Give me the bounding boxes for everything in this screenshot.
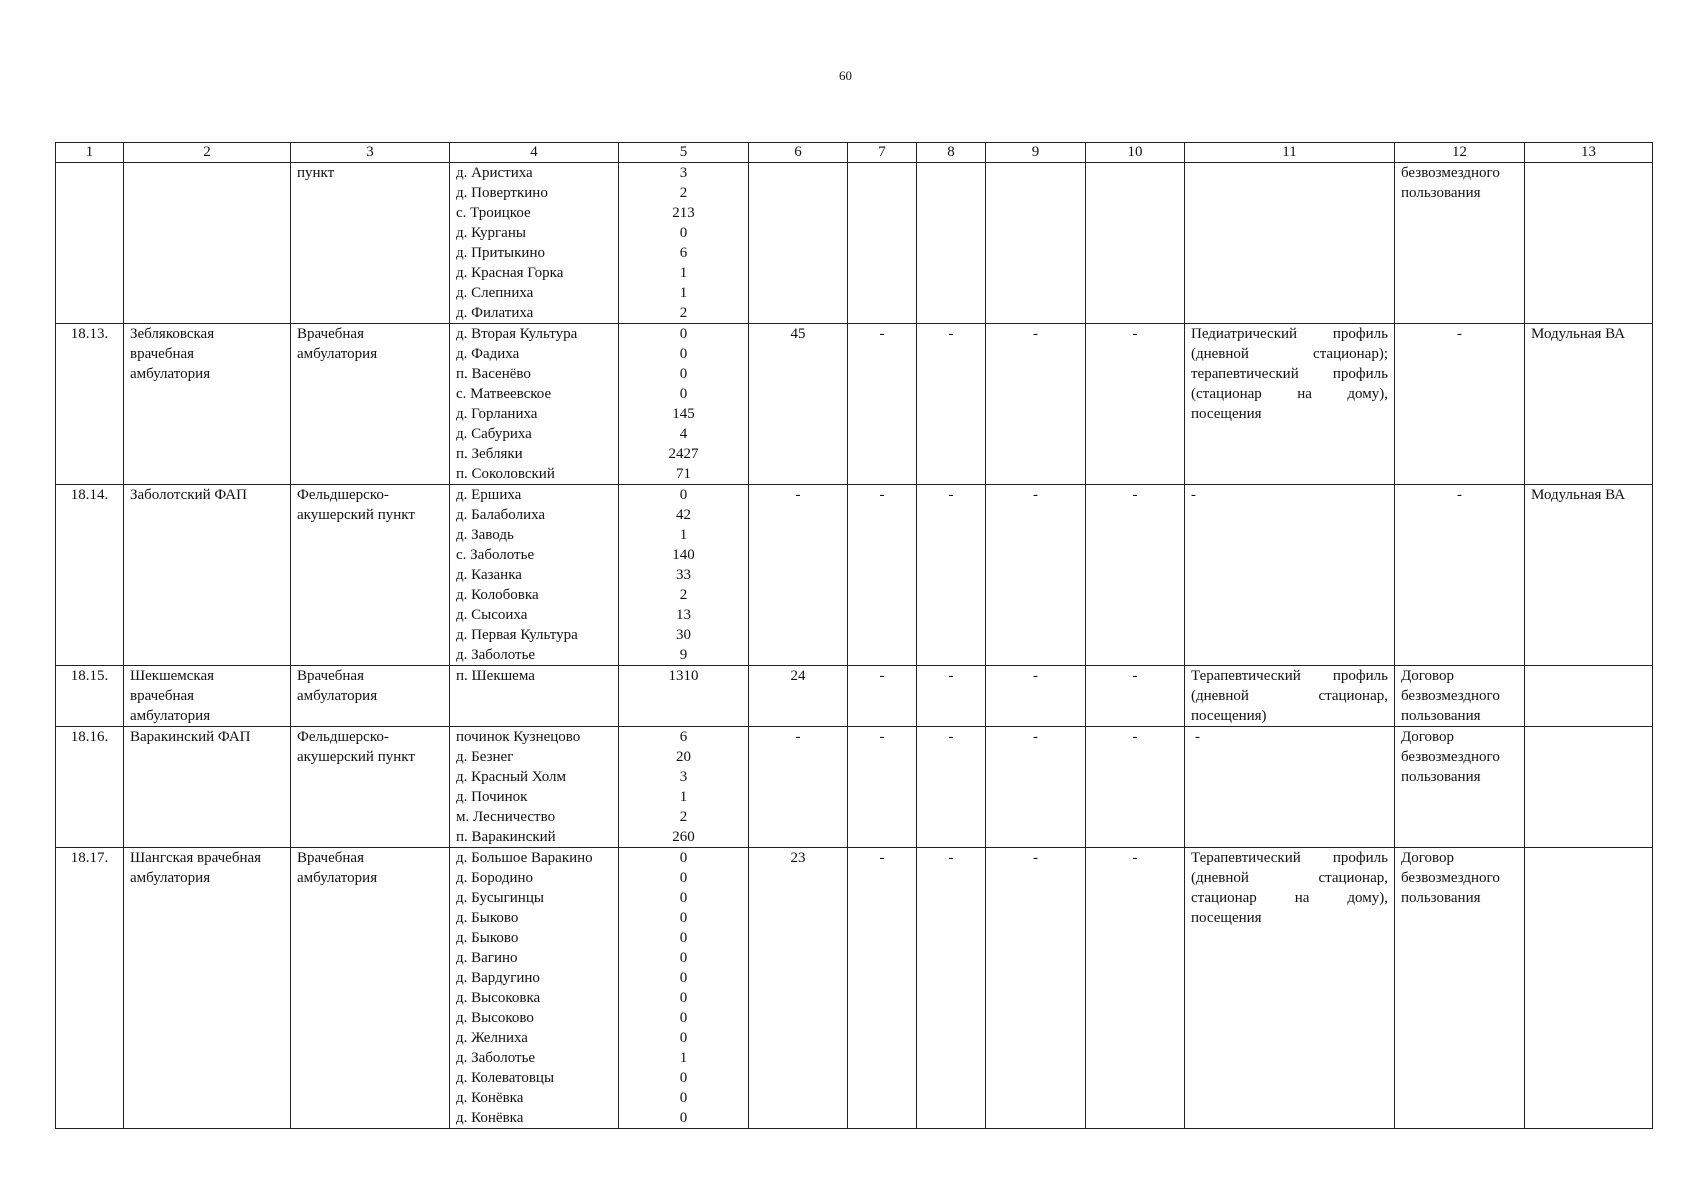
note-cell [1525, 666, 1653, 727]
profile-line [1191, 868, 1388, 888]
value-cell-c10 [1086, 848, 1185, 1129]
profile-word: дому), [1347, 386, 1388, 402]
value-cell-c8 [917, 163, 986, 324]
value-cell-c9 [986, 848, 1086, 1129]
population-value: 0 [679, 870, 688, 886]
settlement-name: д. Конёвка [456, 1110, 524, 1126]
profile-line [1191, 364, 1388, 384]
population-value: 2 [679, 587, 688, 603]
facility-name-line: врачебная [130, 688, 195, 704]
settlement-name: д. Конёвка [456, 1090, 524, 1106]
page-number: 60 [839, 68, 852, 83]
profile-word: (дневной [1191, 688, 1249, 704]
profile-word: посещения [1191, 910, 1262, 926]
population-value: 2 [679, 305, 688, 321]
population-value: 20 [676, 749, 691, 765]
value-cell-c6 [749, 666, 848, 727]
value-c7: - [879, 668, 885, 684]
value-c10: - [1132, 326, 1138, 342]
value-cell-c6 [749, 727, 848, 848]
facility-type-line: пункт [297, 165, 335, 181]
profile-line [1191, 706, 1388, 726]
table-body [56, 163, 1653, 1129]
value-cell-c6 [749, 163, 848, 324]
settlement-name: п. Шекшема [456, 668, 535, 684]
basis-line: пользования [1401, 185, 1481, 201]
population-value: 1 [679, 1050, 688, 1066]
facility-name-cell [124, 666, 291, 727]
population-value: 0 [679, 890, 688, 906]
profile-word: посещения [1191, 406, 1262, 422]
settlement-name: п. Соколовский [456, 466, 555, 482]
value-c7: - [879, 850, 885, 866]
population-value: 1 [679, 265, 688, 281]
settlement-name: п. Зебляки [456, 446, 523, 462]
population-value: 33 [676, 567, 691, 583]
profile-word: стационар [1191, 890, 1257, 906]
profile-word: на [1294, 890, 1310, 906]
profile-cell [1185, 727, 1395, 848]
population-cell [619, 163, 749, 324]
profile-word: стационар, [1318, 688, 1388, 704]
settlement-name: д. Быково [456, 930, 519, 946]
profile-line [1191, 404, 1388, 424]
settlement-name: д. Фадиха [456, 346, 520, 362]
basis-line: безвозмездного [1401, 870, 1500, 886]
population-value: 71 [676, 466, 691, 482]
value-cell-c6 [749, 324, 848, 485]
note-cell [1525, 485, 1653, 666]
population-value: 3 [679, 769, 688, 785]
settlements-cell [450, 848, 619, 1129]
settlements-cell [450, 666, 619, 727]
column-header-5: 5 [619, 143, 749, 163]
settlement-name: д. Безнег [456, 749, 514, 765]
facility-name-line: Шангская врачебная [130, 850, 262, 866]
value-cell-c8 [917, 485, 986, 666]
column-header-2: 2 [124, 143, 291, 163]
basis-cell [1395, 848, 1525, 1129]
settlement-name: д. Ершиха [456, 487, 522, 503]
population-value: 1310 [668, 668, 699, 684]
population-cell [619, 848, 749, 1129]
facility-name-cell [124, 324, 291, 485]
basis-cell [1395, 163, 1525, 324]
population-value: 0 [679, 386, 688, 402]
value-c10: - [1132, 729, 1138, 745]
facility-name-line: Варакинский ФАП [130, 729, 251, 745]
note-cell [1525, 727, 1653, 848]
population-value: 0 [679, 366, 688, 382]
facility-type-line: акушерский пункт [297, 749, 415, 765]
population-cell [619, 485, 749, 666]
facility-type-line: акушерский пункт [297, 507, 415, 523]
value-cell-c7 [848, 485, 917, 666]
facilities-table [55, 142, 1653, 1129]
profile-word: профиль [1332, 366, 1388, 382]
column-number-row [56, 143, 1653, 163]
facility-type-line: Врачебная [297, 326, 364, 342]
value-c7: - [879, 729, 885, 745]
value-c10: - [1132, 850, 1138, 866]
profile-dash: - [1195, 729, 1200, 745]
row-number-cell [56, 485, 124, 666]
basis-line: безвозмездного [1401, 688, 1500, 704]
column-header-13: 13 [1525, 143, 1653, 163]
value-cell-c7 [848, 324, 917, 485]
profile-line [1191, 324, 1388, 344]
population-value: 0 [679, 1070, 688, 1086]
population-value: 1 [679, 527, 688, 543]
facility-name-cell [124, 727, 291, 848]
value-cell-c9 [986, 163, 1086, 324]
settlement-name: д. Балаболиха [456, 507, 546, 523]
value-c8: - [948, 729, 954, 745]
value-c9: - [1033, 326, 1038, 342]
settlement-name: д. Заводь [456, 527, 514, 543]
profile-word: Терапевтический [1191, 668, 1301, 684]
settlement-name: д. Вагино [456, 950, 518, 966]
table-row [56, 848, 1653, 1129]
settlement-name: д. Курганы [456, 225, 526, 241]
settlement-name: д. Притыкино [456, 245, 545, 261]
population-value: 213 [672, 205, 695, 221]
profile-cell [1185, 324, 1395, 485]
settlement-name: с. Троицкое [456, 205, 531, 221]
profile-cell [1185, 666, 1395, 727]
basis-cell [1395, 666, 1525, 727]
value-cell-c9 [986, 485, 1086, 666]
value-c6: 45 [790, 326, 806, 342]
profile-word: стационар, [1318, 870, 1388, 886]
column-header-8: 8 [917, 143, 986, 163]
basis-line: - [1457, 326, 1462, 342]
population-value: 0 [679, 990, 688, 1006]
value-cell-c6 [749, 485, 848, 666]
facility-type-cell [291, 324, 450, 485]
settlement-name: п. Варакинский [456, 829, 556, 845]
population-value: 1 [679, 285, 688, 301]
facility-name-cell [124, 163, 291, 324]
column-header-4: 4 [450, 143, 619, 163]
facility-name-cell [124, 848, 291, 1129]
value-c10: - [1132, 668, 1138, 684]
note-cell [1525, 163, 1653, 324]
row-number: 18.14. [70, 487, 109, 503]
value-cell-c9 [986, 666, 1086, 727]
column-header-6: 6 [749, 143, 848, 163]
population-value: 0 [679, 487, 688, 503]
settlement-name: д. Первая Культура [456, 627, 578, 643]
facility-type-cell [291, 666, 450, 727]
population-value: 0 [679, 326, 688, 342]
population-value: 3 [679, 165, 688, 181]
facility-name-line: амбулатория [130, 366, 211, 382]
note-text: Модульная ВА [1531, 487, 1626, 503]
population-value: 0 [679, 1030, 688, 1046]
settlements-cell [450, 727, 619, 848]
settlement-name: д. Высоковка [456, 990, 541, 1006]
row-number-cell [56, 324, 124, 485]
row-number: 18.17. [70, 850, 109, 866]
facility-type-line: амбулатория [297, 688, 378, 704]
settlement-name: д. Желниха [456, 1030, 528, 1046]
value-cell-c8 [917, 324, 986, 485]
column-header-12: 12 [1395, 143, 1525, 163]
settlement-name: д. Красный Холм [456, 769, 567, 785]
table-row [56, 727, 1653, 848]
population-value: 0 [679, 346, 688, 362]
population-value: 0 [679, 930, 688, 946]
note-text: Модульная ВА [1531, 326, 1626, 342]
settlement-name: д. Большое Варакино [456, 850, 593, 866]
profile-word: стационар); [1313, 346, 1388, 362]
facility-type-line: Врачебная [297, 850, 364, 866]
settlement-name: д. Красная Горка [456, 265, 564, 281]
population-value: 1 [679, 789, 688, 805]
settlement-name: д. Колобовка [456, 587, 539, 603]
settlement-name: д. Горланиха [456, 406, 538, 422]
value-c6: 23 [790, 850, 806, 866]
settlements-cell [450, 485, 619, 666]
settlement-name: д. Филатиха [456, 305, 534, 321]
population-cell [619, 727, 749, 848]
settlement-name: д. Сабуриха [456, 426, 532, 442]
basis-line: - [1457, 487, 1462, 503]
population-value: 42 [676, 507, 691, 523]
value-cell-c10 [1086, 163, 1185, 324]
column-header-3: 3 [291, 143, 450, 163]
basis-line: Договор [1401, 668, 1454, 684]
basis-line: безвозмездного [1401, 749, 1500, 765]
basis-cell [1395, 727, 1525, 848]
settlement-name: д. Аристиха [456, 165, 533, 181]
value-cell-c10 [1086, 727, 1185, 848]
value-cell-c6 [749, 848, 848, 1129]
value-cell-c7 [848, 163, 917, 324]
value-c9: - [1033, 668, 1038, 684]
population-value: 2 [679, 809, 688, 825]
population-value: 6 [679, 729, 688, 745]
population-value: 30 [676, 627, 691, 643]
settlement-name: д. Сысоиха [456, 607, 528, 623]
population-value: 260 [672, 829, 695, 845]
facility-name-line: Зебляковская [130, 326, 215, 342]
facility-name-line: Заболотский ФАП [130, 487, 247, 503]
facility-name-line: врачебная [130, 346, 195, 362]
settlement-name: м. Лесничество [456, 809, 556, 825]
population-value: 140 [672, 547, 695, 563]
profile-word: на [1297, 386, 1312, 402]
population-value: 6 [679, 245, 688, 261]
value-c8: - [948, 326, 954, 342]
row-number: 18.16. [70, 729, 109, 745]
row-number-cell [56, 848, 124, 1129]
facility-type-line: амбулатория [297, 346, 378, 362]
settlement-name: починок Кузнецово [456, 729, 581, 745]
row-number: 18.13. [70, 326, 109, 342]
population-value: 2427 [668, 446, 699, 462]
settlement-name: п. Васенёво [456, 366, 531, 382]
value-c7: - [879, 487, 885, 503]
profile-word: Терапевтический [1191, 850, 1301, 866]
profile-line [1191, 686, 1388, 706]
profile-word: профиль [1332, 326, 1388, 342]
settlement-name: д. Бусыгинцы [456, 890, 544, 906]
value-c7: - [879, 326, 885, 342]
population-value: 13 [676, 607, 691, 623]
profile-word: дому), [1347, 890, 1388, 906]
profile-word: посещения) [1191, 708, 1267, 724]
settlement-name: д. Быково [456, 910, 519, 926]
value-cell-c9 [986, 324, 1086, 485]
profile-word: терапевтический [1191, 366, 1299, 382]
population-value: 0 [679, 225, 688, 241]
value-c8: - [948, 850, 954, 866]
value-c6: - [795, 729, 801, 745]
profile-word: профиль [1332, 850, 1388, 866]
value-c10: - [1132, 487, 1138, 503]
population-value: 9 [679, 647, 688, 663]
population-value: 4 [679, 426, 688, 442]
population-value: 0 [679, 1110, 688, 1126]
value-c6: 24 [790, 668, 806, 684]
value-cell-c7 [848, 848, 917, 1129]
value-cell-c10 [1086, 324, 1185, 485]
facility-type-line: Врачебная [297, 668, 364, 684]
table-row [56, 163, 1653, 324]
profile-cell [1185, 485, 1395, 666]
settlement-name: д. Вардугино [456, 970, 540, 986]
value-c9: - [1033, 850, 1038, 866]
row-number-cell [56, 666, 124, 727]
value-cell-c8 [917, 666, 986, 727]
settlement-name: д. Заболотье [456, 647, 536, 663]
facility-name-cell [124, 485, 291, 666]
basis-line: пользования [1401, 708, 1481, 724]
population-cell [619, 324, 749, 485]
population-value: 145 [672, 406, 695, 422]
population-value: 0 [679, 970, 688, 986]
settlements-cell [450, 324, 619, 485]
settlement-name: д. Заболотье [456, 1050, 536, 1066]
settlement-name: д. Высоково [456, 1010, 534, 1026]
note-cell [1525, 848, 1653, 1129]
basis-line: Договор [1401, 729, 1454, 745]
value-c9: - [1033, 487, 1038, 503]
population-cell [619, 666, 749, 727]
facility-type-cell [291, 848, 450, 1129]
basis-line: пользования [1401, 769, 1481, 785]
population-value: 0 [679, 910, 688, 926]
basis-line: пользования [1401, 890, 1481, 906]
profile-line [1191, 384, 1388, 404]
settlement-name: д. Поверткино [456, 185, 548, 201]
row-number: 18.15. [70, 668, 109, 684]
row-number-cell [56, 727, 124, 848]
column-header-7: 7 [848, 143, 917, 163]
profile-line [1191, 908, 1388, 928]
value-cell-c7 [848, 666, 917, 727]
profile-word: Педиатрический [1191, 326, 1298, 342]
settlement-name: д. Слепниха [456, 285, 534, 301]
value-cell-c8 [917, 727, 986, 848]
basis-line: безвозмездного [1401, 165, 1500, 181]
facility-type-cell [291, 485, 450, 666]
settlements-cell [450, 163, 619, 324]
settlement-name: с. Матвеевское [456, 386, 552, 402]
value-c6: - [795, 487, 801, 503]
facility-type-cell [291, 163, 450, 324]
settlement-name: с. Заболотье [456, 547, 535, 563]
population-value: 0 [679, 1090, 688, 1106]
facility-type-line: Фельдшерско- [297, 487, 389, 503]
settlement-name: д. Колеватовцы [456, 1070, 555, 1086]
population-value: 2 [679, 185, 688, 201]
value-c8: - [948, 487, 954, 503]
population-value: 0 [679, 950, 688, 966]
settlement-name: д. Починок [456, 789, 528, 805]
value-cell-c10 [1086, 485, 1185, 666]
profile-line [1191, 666, 1388, 686]
profile-word: профиль [1332, 668, 1388, 684]
table-row [56, 666, 1653, 727]
column-header-1: 1 [56, 143, 124, 163]
column-header-10: 10 [1086, 143, 1185, 163]
value-cell-c8 [917, 848, 986, 1129]
table-row [56, 324, 1653, 485]
row-number-cell [56, 163, 124, 324]
facility-name-line: амбулатория [130, 708, 211, 724]
profile-line [1191, 848, 1388, 868]
facility-name-line: амбулатория [130, 870, 211, 886]
profile-word: (стационар [1191, 386, 1262, 402]
settlement-name: д. Бородино [456, 870, 533, 886]
facility-type-cell [291, 727, 450, 848]
value-cell-c7 [848, 727, 917, 848]
settlement-name: д. Казанка [456, 567, 522, 583]
basis-cell [1395, 324, 1525, 485]
profile-cell [1185, 163, 1395, 324]
table-row [56, 485, 1653, 666]
facility-type-line: амбулатория [297, 870, 378, 886]
population-value: 0 [679, 1010, 688, 1026]
profile-word: (дневной [1191, 870, 1249, 886]
population-value: 0 [679, 850, 688, 866]
profile-word: (дневной [1191, 346, 1249, 362]
settlement-name: д. Вторая Культура [456, 326, 578, 342]
facility-type-line: Фельдшерско- [297, 729, 389, 745]
basis-line: Договор [1401, 850, 1454, 866]
value-c8: - [948, 668, 954, 684]
value-c9: - [1033, 729, 1038, 745]
note-cell [1525, 324, 1653, 485]
profile-line [1191, 344, 1388, 364]
profile-cell [1185, 848, 1395, 1129]
column-header-9: 9 [986, 143, 1086, 163]
column-header-11: 11 [1185, 143, 1395, 163]
facility-name-line: Шекшемская [130, 668, 215, 684]
value-cell-c10 [1086, 666, 1185, 727]
value-cell-c9 [986, 727, 1086, 848]
profile-dash: - [1191, 487, 1196, 503]
profile-line [1191, 888, 1388, 908]
basis-cell [1395, 485, 1525, 666]
